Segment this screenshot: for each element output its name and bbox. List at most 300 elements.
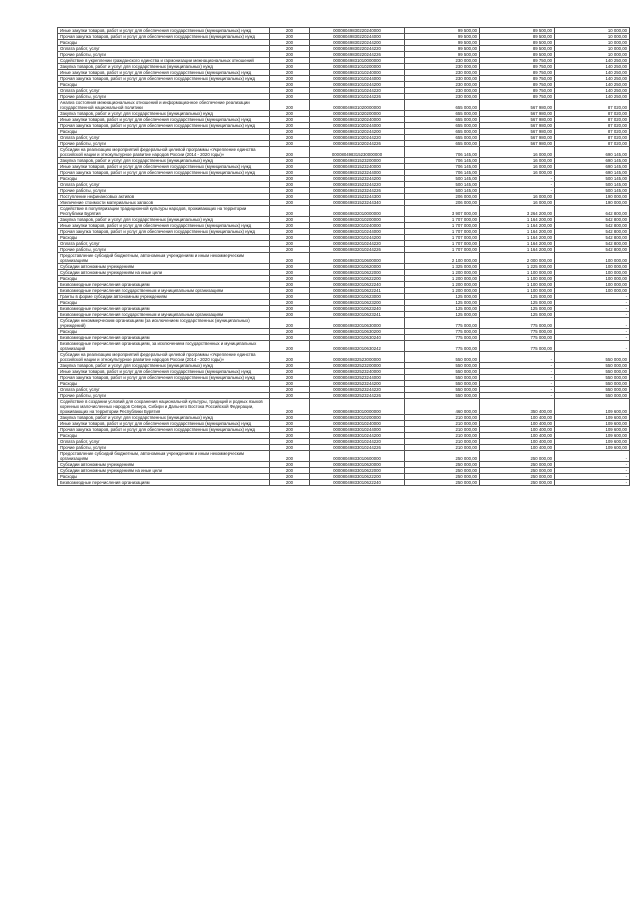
row-code-cell: 200	[270, 229, 310, 235]
row-unexecuted-amount-cell: 10 000,00	[555, 28, 630, 34]
row-executed-amount-cell: 775 000,00	[480, 318, 555, 329]
row-code-cell: 200	[270, 46, 310, 52]
row-executed-amount-cell: -	[480, 381, 555, 387]
row-name-cell: Безвозмездные перечисления государственным и муниципальным организациям	[58, 288, 270, 294]
row-approved-amount-cell: 655 000,00	[405, 123, 480, 129]
row-name-cell: Иные закупки товаров, работ и услуг для обеспечения государственных (муниципальных) нужд	[58, 223, 270, 229]
row-approved-amount-cell: 655 000,00	[405, 135, 480, 141]
row-budget-classification-cell: 00008049832010244000	[310, 229, 405, 235]
row-budget-classification-cell: 00008049831020240000	[310, 117, 405, 123]
row-name-cell: Прочие работы, услуги	[58, 94, 270, 100]
row-unexecuted-amount-cell: 542 800,00	[555, 229, 630, 235]
row-code-cell: 200	[270, 176, 310, 182]
row-budget-classification-cell: 00008049831020244200	[310, 129, 405, 135]
row-budget-classification-cell: 00008049831010200000	[310, 64, 405, 70]
row-name-cell: Расходы	[58, 40, 270, 46]
row-unexecuted-amount-cell: 542 800,00	[555, 235, 630, 241]
row-approved-amount-cell: 706 145,00	[405, 170, 480, 176]
row-budget-classification-cell: 00008049830220244220	[310, 46, 405, 52]
row-executed-amount-cell: 100 400,00	[480, 439, 555, 445]
row-budget-classification-cell: 00008049830220244200	[310, 40, 405, 46]
row-unexecuted-amount-cell: -	[555, 462, 630, 468]
row-budget-classification-cell: 00008049831523244220	[310, 182, 405, 188]
row-budget-classification-cell: 00008049832010000000	[310, 206, 405, 217]
table-row	[58, 294, 630, 300]
row-executed-amount-cell: 567 980,00	[480, 141, 555, 147]
row-name-cell: Прочая закупка товаров, работ и услуг для обеспечения государственных (муниципальных) нужд	[58, 375, 270, 381]
row-executed-amount-cell: 1 100 000,00	[480, 288, 555, 294]
row-executed-amount-cell: 1 100 000,00	[480, 282, 555, 288]
table-row	[58, 70, 630, 76]
row-budget-classification-cell: 00008049831010000000	[310, 58, 405, 64]
row-name-cell: Безвозмездные перечисления государственным и муниципальным организациям	[58, 312, 270, 318]
row-unexecuted-amount-cell: 100 000,00	[555, 282, 630, 288]
row-code-cell: 200	[270, 147, 310, 158]
row-code-cell: 200	[270, 200, 310, 206]
row-budget-classification-cell: 00008049832010630240	[310, 335, 405, 341]
row-code-cell: 200	[270, 264, 310, 270]
row-executed-amount-cell: 89 750,00	[480, 88, 555, 94]
row-budget-classification-cell: 00008049831020000000	[310, 100, 405, 111]
row-budget-classification-cell: 00008049830220240000	[310, 28, 405, 34]
row-name-cell: Иные закупки товаров, работ и услуг для обеспечения государственных (муниципальных) нужд	[58, 421, 270, 427]
row-name-cell: Прочая закупка товаров, работ и услуг для обеспечения государственных (муниципальных) нужд	[58, 170, 270, 176]
table-row	[58, 147, 630, 158]
row-code-cell: 200	[270, 241, 310, 247]
row-name-cell: Субсидии автономным учреждениям	[58, 264, 270, 270]
row-name-cell: Оплата работ, услуг	[58, 241, 270, 247]
row-name-cell: Закупка товаров, работ и услуг для государственных (муниципальных) нужд	[58, 64, 270, 70]
row-executed-amount-cell: -	[480, 188, 555, 194]
row-budget-classification-cell: 00008049832523000000	[310, 352, 405, 363]
row-executed-amount-cell: 125 000,00	[480, 294, 555, 300]
row-budget-classification-cell: 00008049833010000000	[310, 399, 405, 415]
row-approved-amount-cell: 210 000,00	[405, 427, 480, 433]
row-unexecuted-amount-cell: -	[555, 312, 630, 318]
row-approved-amount-cell: 250 000,00	[405, 468, 480, 474]
row-code-cell: 200	[270, 474, 310, 480]
row-name-cell: Иные закупки товаров, работ и услуг для обеспечения государственных (муниципальных) нужд	[58, 164, 270, 170]
row-name-cell: Расходы	[58, 82, 270, 88]
row-code-cell: 200	[270, 393, 310, 399]
row-name-cell: Предоставление субсидий бюджетным, автономным учреждениям и иным некоммерческим организациям	[58, 451, 270, 462]
row-name-cell: Расходы	[58, 176, 270, 182]
table-row	[58, 399, 630, 415]
row-code-cell: 200	[270, 117, 310, 123]
row-unexecuted-amount-cell: 10 000,00	[555, 40, 630, 46]
row-name-cell: Содействие в создании условий для сохранения национальной культуры, традиций и родных языков коренных малочисленных народов Севера, Сибири и Дальнего Востока Российской Федерации, проживающих на территории Республики Бурятия	[58, 399, 270, 415]
row-budget-classification-cell: 00008049832010244200	[310, 235, 405, 241]
row-unexecuted-amount-cell: 87 020,00	[555, 111, 630, 117]
row-code-cell: 200	[270, 427, 310, 433]
row-unexecuted-amount-cell: 550 000,00	[555, 363, 630, 369]
row-budget-classification-cell: 00008049832523244000	[310, 375, 405, 381]
row-budget-classification-cell: 00008049831010240000	[310, 70, 405, 76]
row-unexecuted-amount-cell: 87 020,00	[555, 129, 630, 135]
row-code-cell: 200	[270, 387, 310, 393]
row-code-cell: 200	[270, 480, 310, 486]
row-code-cell: 200	[270, 306, 310, 312]
row-approved-amount-cell: 655 000,00	[405, 141, 480, 147]
row-name-cell: Расходы	[58, 276, 270, 282]
row-executed-amount-cell: 567 980,00	[480, 123, 555, 129]
row-unexecuted-amount-cell: 550 000,00	[555, 393, 630, 399]
row-executed-amount-cell: 350 400,00	[480, 399, 555, 415]
row-executed-amount-cell: 1 100 000,00	[480, 270, 555, 276]
row-code-cell: 200	[270, 253, 310, 264]
row-name-cell: Безвозмездные перечисления организациям	[58, 335, 270, 341]
row-budget-classification-cell: 00008049832010623000	[310, 294, 405, 300]
row-approved-amount-cell: 210 000,00	[405, 415, 480, 421]
row-budget-classification-cell: 00008049832010630242	[310, 341, 405, 352]
row-unexecuted-amount-cell: 87 020,00	[555, 123, 630, 129]
row-budget-classification-cell: 00008049831010244220	[310, 88, 405, 94]
row-approved-amount-cell: 500 145,00	[405, 188, 480, 194]
row-name-cell: Субсидии некоммерческим организациям (за исключением государственных (муниципальных) учреждений)	[58, 318, 270, 329]
table-row	[58, 58, 630, 64]
row-name-cell: Расходы	[58, 329, 270, 335]
row-unexecuted-amount-cell: 140 250,00	[555, 70, 630, 76]
table-row	[58, 229, 630, 235]
row-name-cell: Оплата работ, услуг	[58, 46, 270, 52]
row-code-cell: 200	[270, 182, 310, 188]
row-budget-classification-cell: 00008049833010240000	[310, 421, 405, 427]
row-budget-classification-cell: 00008049832523244226	[310, 393, 405, 399]
table-row	[58, 352, 630, 363]
row-executed-amount-cell: 567 980,00	[480, 111, 555, 117]
row-executed-amount-cell: 100 400,00	[480, 421, 555, 427]
row-executed-amount-cell: 89 750,00	[480, 82, 555, 88]
row-approved-amount-cell: 99 500,00	[405, 40, 480, 46]
row-budget-classification-cell: 00008049833010244220	[310, 439, 405, 445]
table-row	[58, 318, 630, 329]
row-name-cell: Расходы	[58, 300, 270, 306]
row-budget-classification-cell: 00008049833010620000	[310, 462, 405, 468]
row-name-cell: Иные закупки товаров, работ и услуг для обеспечения государственных (муниципальных) нужд	[58, 28, 270, 34]
row-unexecuted-amount-cell: 140 250,00	[555, 58, 630, 64]
row-code-cell: 200	[270, 235, 310, 241]
row-name-cell: Прочие работы, услуги	[58, 188, 270, 194]
row-budget-classification-cell: 00008049830220244226	[310, 52, 405, 58]
row-code-cell: 200	[270, 300, 310, 306]
row-name-cell: Оплата работ, услуг	[58, 439, 270, 445]
table-row	[58, 34, 630, 40]
row-name-cell: Расходы	[58, 235, 270, 241]
table-row	[58, 427, 630, 433]
row-code-cell: 200	[270, 58, 310, 64]
row-name-cell: Субсидии автономным учреждениям	[58, 462, 270, 468]
row-executed-amount-cell: 100 400,00	[480, 433, 555, 439]
row-name-cell: Субсидии на реализацию мероприятий федеральной целевой программы «Укрепление единства российской нации и этнокультурное развитие народов России (2014 - 2020 годы)»	[58, 352, 270, 363]
row-unexecuted-amount-cell: 100 000,00	[555, 270, 630, 276]
row-budget-classification-cell: 00008049833010244200	[310, 433, 405, 439]
row-code-cell: 200	[270, 439, 310, 445]
row-name-cell: Закупка товаров, работ и услуг для государственных (муниципальных) нужд	[58, 363, 270, 369]
row-unexecuted-amount-cell: 690 145,00	[555, 164, 630, 170]
row-code-cell: 200	[270, 276, 310, 282]
row-executed-amount-cell: 125 000,00	[480, 306, 555, 312]
row-executed-amount-cell: 2 000 000,00	[480, 253, 555, 264]
row-unexecuted-amount-cell: 10 000,00	[555, 46, 630, 52]
row-name-cell: Субсидии автономным учреждениям на иные цели	[58, 270, 270, 276]
budget-execution-sheet	[57, 27, 629, 486]
row-executed-amount-cell: 89 750,00	[480, 70, 555, 76]
row-budget-classification-cell: 00008049831010244000	[310, 76, 405, 82]
row-budget-classification-cell: 00008049833010244000	[310, 427, 405, 433]
row-code-cell: 200	[270, 375, 310, 381]
row-budget-classification-cell: 00008049832010630200	[310, 329, 405, 335]
row-executed-amount-cell: 89 500,00	[480, 52, 555, 58]
row-name-cell: Прочие работы, услуги	[58, 52, 270, 58]
row-budget-classification-cell: 00008049832010630000	[310, 318, 405, 329]
row-executed-amount-cell: 16 000,00	[480, 158, 555, 164]
row-code-cell: 200	[270, 194, 310, 200]
row-approved-amount-cell: 1 707 000,00	[405, 223, 480, 229]
row-unexecuted-amount-cell: 87 020,00	[555, 117, 630, 123]
row-approved-amount-cell: 550 000,00	[405, 393, 480, 399]
row-unexecuted-amount-cell: 690 145,00	[555, 147, 630, 158]
row-approved-amount-cell: 230 000,00	[405, 58, 480, 64]
row-name-cell: Поступление нефинансовых активов	[58, 194, 270, 200]
row-name-cell: Прочая закупка товаров, работ и услуг для обеспечения государственных (муниципальных) нужд	[58, 427, 270, 433]
row-budget-classification-cell: 00008049831523244226	[310, 188, 405, 194]
table-row	[58, 200, 630, 206]
row-approved-amount-cell: 125 000,00	[405, 300, 480, 306]
row-name-cell: Оплата работ, услуг	[58, 88, 270, 94]
row-budget-classification-cell: 00008049832010600000	[310, 253, 405, 264]
row-unexecuted-amount-cell: 690 145,00	[555, 170, 630, 176]
row-unexecuted-amount-cell: 87 020,00	[555, 135, 630, 141]
row-unexecuted-amount-cell: 100 000,00	[555, 276, 630, 282]
row-name-cell: Гранты в форме субсидии автономным учреждениям	[58, 294, 270, 300]
row-name-cell: Прочие работы, услуги	[58, 445, 270, 451]
row-executed-amount-cell: 250 000,00	[480, 451, 555, 462]
row-budget-classification-cell: 00008049833010622200	[310, 474, 405, 480]
row-approved-amount-cell: 706 145,00	[405, 147, 480, 158]
row-approved-amount-cell: 2 100 000,00	[405, 253, 480, 264]
row-approved-amount-cell: 3 907 000,00	[405, 206, 480, 217]
row-executed-amount-cell: 1 164 200,00	[480, 229, 555, 235]
row-executed-amount-cell: 567 980,00	[480, 117, 555, 123]
row-code-cell: 200	[270, 158, 310, 164]
row-code-cell: 200	[270, 415, 310, 421]
row-approved-amount-cell: 1 707 000,00	[405, 247, 480, 253]
row-code-cell: 200	[270, 28, 310, 34]
row-executed-amount-cell: 100 400,00	[480, 445, 555, 451]
row-name-cell: Иные закупки товаров, работ и услуг для обеспечения государственных (муниципальных) нужд	[58, 70, 270, 76]
row-approved-amount-cell: 206 000,00	[405, 200, 480, 206]
row-approved-amount-cell: 500 145,00	[405, 176, 480, 182]
row-unexecuted-amount-cell: 140 250,00	[555, 76, 630, 82]
row-executed-amount-cell: 89 500,00	[480, 28, 555, 34]
row-unexecuted-amount-cell: -	[555, 335, 630, 341]
row-approved-amount-cell: 655 000,00	[405, 129, 480, 135]
row-code-cell: 200	[270, 341, 310, 352]
row-code-cell: 200	[270, 318, 310, 329]
row-executed-amount-cell: 567 980,00	[480, 100, 555, 111]
row-approved-amount-cell: 655 000,00	[405, 100, 480, 111]
row-unexecuted-amount-cell: -	[555, 468, 630, 474]
table-row	[58, 306, 630, 312]
row-approved-amount-cell: 1 200 000,00	[405, 288, 480, 294]
row-unexecuted-amount-cell: 87 020,00	[555, 100, 630, 111]
row-name-cell: Прочие работы, услуги	[58, 247, 270, 253]
row-unexecuted-amount-cell: 140 250,00	[555, 94, 630, 100]
row-approved-amount-cell: 500 145,00	[405, 182, 480, 188]
row-approved-amount-cell: 706 145,00	[405, 158, 480, 164]
table-row	[58, 158, 630, 164]
row-code-cell: 200	[270, 135, 310, 141]
row-budget-classification-cell: 00008049832010244226	[310, 247, 405, 253]
row-executed-amount-cell: 89 500,00	[480, 40, 555, 46]
row-budget-classification-cell: 00008049831020200000	[310, 111, 405, 117]
row-budget-classification-cell: 00008049832010200000	[310, 217, 405, 223]
row-approved-amount-cell: 460 000,00	[405, 399, 480, 415]
row-budget-classification-cell: 000080498315230000000	[310, 147, 405, 158]
row-code-cell: 200	[270, 70, 310, 76]
row-code-cell: 200	[270, 445, 310, 451]
row-budget-classification-cell: 00008049832010622000	[310, 270, 405, 276]
row-budget-classification-cell: 00008049833010622000	[310, 468, 405, 474]
row-executed-amount-cell: 89 750,00	[480, 58, 555, 64]
row-executed-amount-cell: -	[480, 176, 555, 182]
row-name-cell: Расходы	[58, 433, 270, 439]
row-code-cell: 200	[270, 282, 310, 288]
row-budget-classification-cell: 00008049830220244000	[310, 34, 405, 40]
row-approved-amount-cell: 210 000,00	[405, 433, 480, 439]
row-code-cell: 200	[270, 123, 310, 129]
row-unexecuted-amount-cell: 140 250,00	[555, 88, 630, 94]
row-budget-classification-cell: 00008049831523244340	[310, 200, 405, 206]
row-budget-classification-cell: 00008049831010244226	[310, 94, 405, 100]
row-approved-amount-cell: 1 707 000,00	[405, 241, 480, 247]
row-name-cell: Безвозмездные перечисления организациям	[58, 306, 270, 312]
row-executed-amount-cell: 3 264 200,00	[480, 206, 555, 217]
row-unexecuted-amount-cell: 500 145,00	[555, 188, 630, 194]
row-code-cell: 200	[270, 164, 310, 170]
row-approved-amount-cell: 1 707 000,00	[405, 235, 480, 241]
row-code-cell: 200	[270, 462, 310, 468]
row-code-cell: 200	[270, 129, 310, 135]
row-approved-amount-cell: 550 000,00	[405, 369, 480, 375]
row-executed-amount-cell: 100 400,00	[480, 427, 555, 433]
row-unexecuted-amount-cell: -	[555, 451, 630, 462]
row-budget-classification-cell: 00008049832523244220	[310, 387, 405, 393]
row-executed-amount-cell: 1 164 200,00	[480, 241, 555, 247]
row-name-cell: Расходы	[58, 129, 270, 135]
row-executed-amount-cell: 250 000,00	[480, 462, 555, 468]
row-code-cell: 200	[270, 141, 310, 147]
row-name-cell: Иные закупки товаров, работ и услуг для обеспечения государственных (муниципальных) нужд	[58, 369, 270, 375]
row-code-cell: 200	[270, 288, 310, 294]
row-code-cell: 200	[270, 451, 310, 462]
row-name-cell: Субсидии автономным учреждениям на иные цели	[58, 468, 270, 474]
row-approved-amount-cell: 775 000,00	[405, 329, 480, 335]
row-code-cell: 200	[270, 352, 310, 363]
row-name-cell: Закупка товаров, работ и услуг для государственных (муниципальных) нужд	[58, 158, 270, 164]
row-unexecuted-amount-cell: 100 000,00	[555, 264, 630, 270]
row-executed-amount-cell: 1 164 200,00	[480, 223, 555, 229]
row-unexecuted-amount-cell: 10 000,00	[555, 34, 630, 40]
row-name-cell: Оплата работ, услуг	[58, 182, 270, 188]
row-executed-amount-cell: 1 164 200,00	[480, 235, 555, 241]
row-approved-amount-cell: 210 000,00	[405, 439, 480, 445]
row-unexecuted-amount-cell: -	[555, 300, 630, 306]
row-approved-amount-cell: 125 000,00	[405, 312, 480, 318]
row-unexecuted-amount-cell: 109 600,00	[555, 399, 630, 415]
table-row	[58, 335, 630, 341]
row-unexecuted-amount-cell: 109 600,00	[555, 433, 630, 439]
row-code-cell: 200	[270, 217, 310, 223]
table-row	[58, 100, 630, 111]
table-row	[58, 288, 630, 294]
row-approved-amount-cell: 1 325 000,00	[405, 264, 480, 270]
table-row	[58, 468, 630, 474]
row-approved-amount-cell: 99 500,00	[405, 28, 480, 34]
row-code-cell: 200	[270, 247, 310, 253]
table-row	[58, 117, 630, 123]
row-budget-classification-cell: 00008049832010622240	[310, 282, 405, 288]
row-unexecuted-amount-cell: -	[555, 294, 630, 300]
row-executed-amount-cell: 89 750,00	[480, 94, 555, 100]
row-name-cell: Прочие работы, услуги	[58, 141, 270, 147]
row-unexecuted-amount-cell: 542 800,00	[555, 223, 630, 229]
row-name-cell: Иные закупки товаров, работ и услуг для обеспечения государственных (муниципальных) нужд	[58, 117, 270, 123]
row-code-cell: 200	[270, 188, 310, 194]
row-code-cell: 200	[270, 206, 310, 217]
row-executed-amount-cell: 16 000,00	[480, 194, 555, 200]
table-row	[58, 282, 630, 288]
row-code-cell: 200	[270, 294, 310, 300]
table-row	[58, 480, 630, 486]
row-code-cell: 200	[270, 40, 310, 46]
row-budget-classification-cell: 00008049831020244226	[310, 141, 405, 147]
row-approved-amount-cell: 655 000,00	[405, 117, 480, 123]
row-approved-amount-cell: 1 200 000,00	[405, 270, 480, 276]
row-approved-amount-cell: 550 000,00	[405, 352, 480, 363]
row-code-cell: 200	[270, 421, 310, 427]
row-approved-amount-cell: 230 000,00	[405, 76, 480, 82]
row-unexecuted-amount-cell: 109 600,00	[555, 421, 630, 427]
row-unexecuted-amount-cell: -	[555, 474, 630, 480]
row-name-cell: Увеличение стоимости материальных запасов	[58, 200, 270, 206]
row-executed-amount-cell: -	[480, 393, 555, 399]
row-unexecuted-amount-cell: 109 600,00	[555, 445, 630, 451]
row-approved-amount-cell: 210 000,00	[405, 421, 480, 427]
row-code-cell: 200	[270, 270, 310, 276]
row-approved-amount-cell: 206 000,00	[405, 194, 480, 200]
row-code-cell: 200	[270, 82, 310, 88]
row-executed-amount-cell: 567 980,00	[480, 135, 555, 141]
row-approved-amount-cell: 1 200 000,00	[405, 282, 480, 288]
row-name-cell: Закупка товаров, работ и услуг для государственных (муниципальных) нужд	[58, 217, 270, 223]
row-executed-amount-cell: -	[480, 387, 555, 393]
row-unexecuted-amount-cell: -	[555, 329, 630, 335]
row-budget-classification-cell: 00008049832010623240	[310, 306, 405, 312]
row-unexecuted-amount-cell: 109 600,00	[555, 427, 630, 433]
row-executed-amount-cell: 1 164 200,00	[480, 247, 555, 253]
row-executed-amount-cell: 125 000,00	[480, 312, 555, 318]
row-approved-amount-cell: 250 000,00	[405, 474, 480, 480]
row-unexecuted-amount-cell: 100 000,00	[555, 288, 630, 294]
row-approved-amount-cell: 1 707 000,00	[405, 229, 480, 235]
table-row	[58, 28, 630, 34]
row-unexecuted-amount-cell: 550 000,00	[555, 381, 630, 387]
row-executed-amount-cell: 100 400,00	[480, 415, 555, 421]
row-budget-classification-cell: 00008049831523244300	[310, 194, 405, 200]
table-row	[58, 253, 630, 264]
row-code-cell: 200	[270, 381, 310, 387]
